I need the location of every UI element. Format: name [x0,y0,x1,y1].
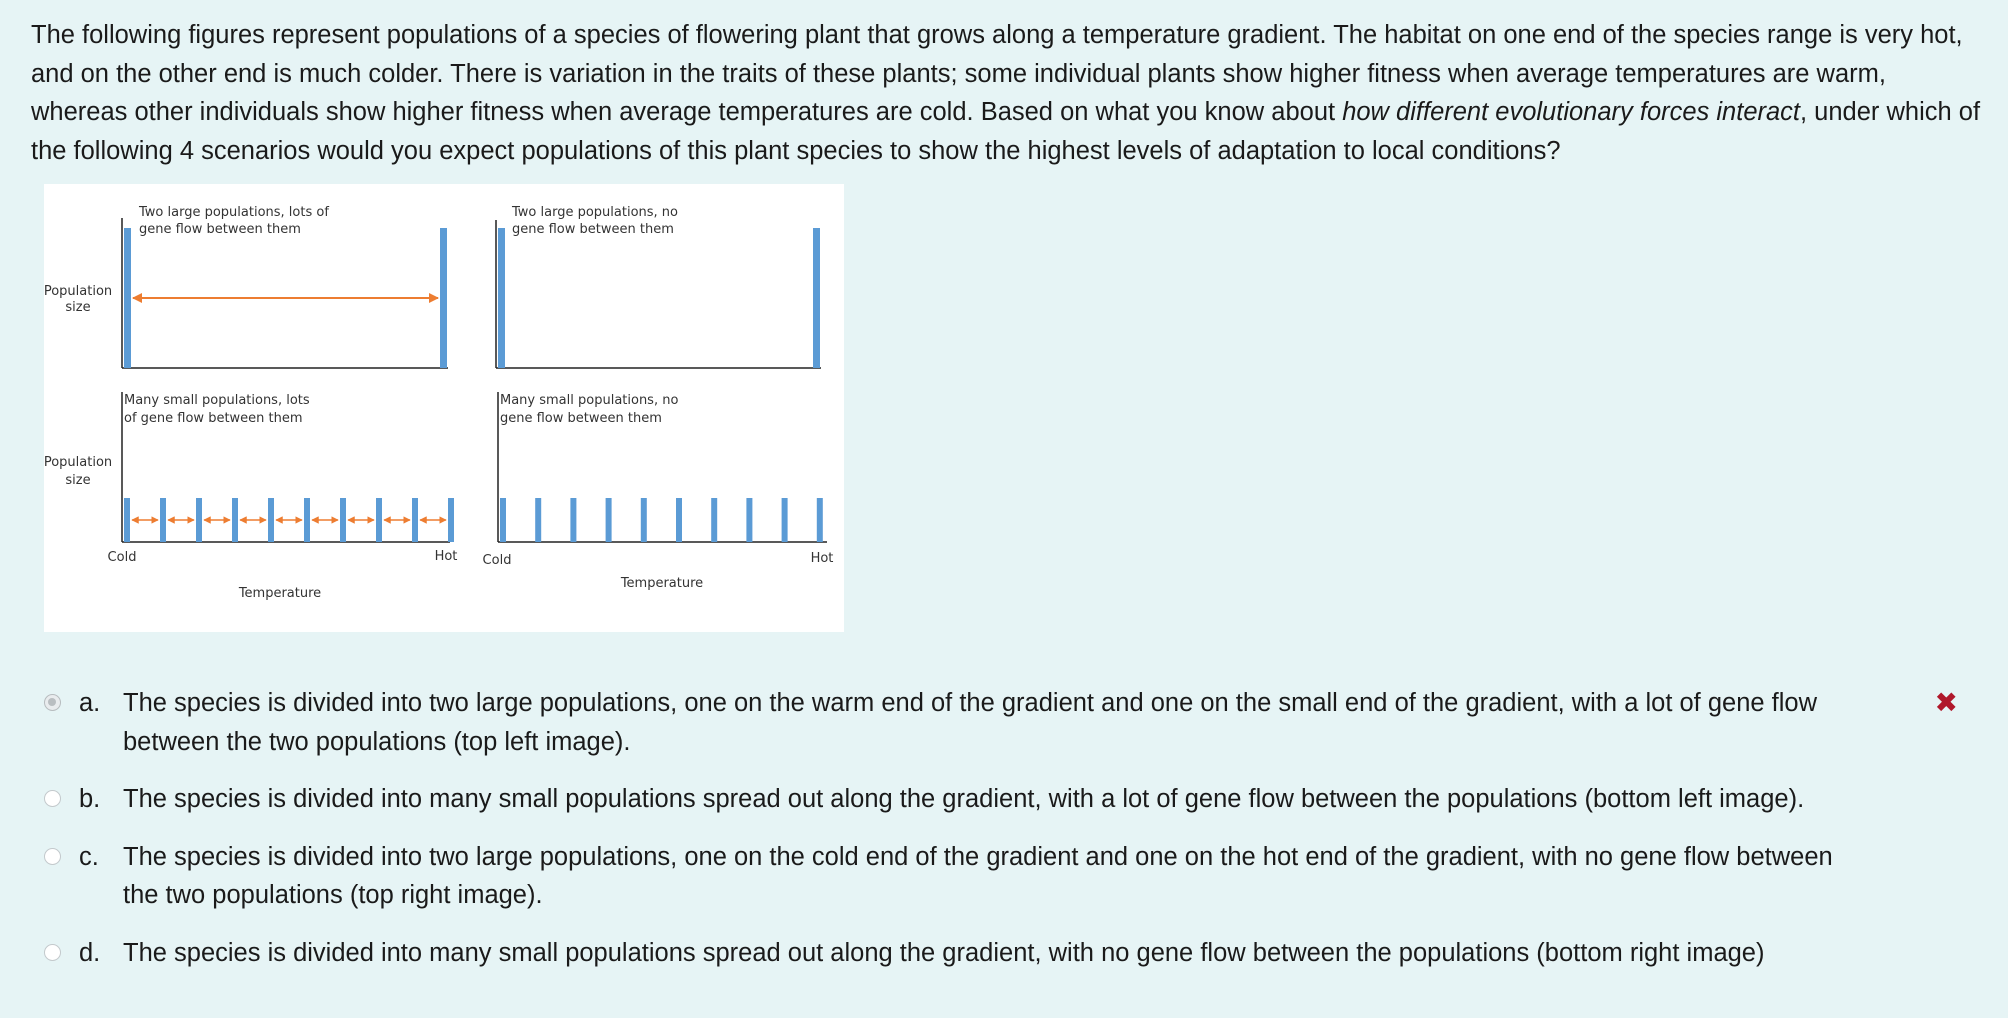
hot-label: Hot [810,551,834,566]
panel-title-line1: Many small populations, no [500,393,679,408]
hot-label: Hot [434,549,458,564]
answer-option-c[interactable] [44,838,1974,915]
small-population-bar [124,498,130,542]
small-population-bar [412,498,418,542]
option-letter: c. [79,842,99,871]
option-text: The species is divided into two large populations, one on the warm end of the gradient and one on the small end of the gradient, with a lot of gene flow between the two populations (top left image). [123,689,1817,756]
small-population-bar [448,498,454,542]
small-population-bar [535,498,541,542]
answer-option-b[interactable] [44,780,1974,819]
radio-option-d[interactable] [44,944,61,961]
panel-title-line2: of gene flow between them [124,411,303,426]
answer-options [44,684,1974,991]
option-text: The species is divided into many small populations spread out along the gradient, with a lot of gene flow between the populations (bottom left image). [123,785,1805,813]
radio-option-c[interactable] [44,848,61,865]
small-population-bar [570,498,576,542]
panel-title-line2: gene flow between them [139,222,301,237]
panel-title-line2: gene flow between them [500,411,662,426]
small-population-bar [376,498,382,542]
small-population-bar [817,498,823,542]
panel-top-left [122,205,448,368]
option-letter: b. [79,785,101,813]
incorrect-icon: ✖ [1934,687,1958,718]
small-population-bar [606,498,612,542]
ylabel-top-line1: Population [44,284,113,299]
small-population-bar [232,498,238,542]
panel-bottom-right [483,392,834,591]
figure-svg [44,184,844,632]
question-text-end: , under which of the following 4 scenarios would you expect populations of this plant species to show the highest levels of adaptation to local conditions? [31,98,1981,165]
population-bar-cold [498,228,505,368]
temperature-label: Temperature [238,586,322,601]
small-population-bar [268,498,274,542]
small-population-bar [782,498,788,542]
small-population-bars [500,498,823,542]
population-bar-hot [440,228,447,368]
small-population-bar [676,498,682,542]
panel-title-line1: Many small populations, lots [124,393,310,408]
cold-label: Cold [107,550,137,565]
radio-option-a[interactable] [44,694,61,711]
option-text: The species is divided into two large populations, one on the cold end of the gradient and one on the hot end of the gradient, with no gene flow between the two populations (top right image). [123,842,1833,909]
small-population-bar [641,498,647,542]
answer-option-a[interactable] [44,684,1974,761]
population-bar-hot [813,228,820,368]
option-letter: d. [79,938,101,967]
small-population-bar [500,498,506,542]
question-text [31,16,1981,170]
small-population-bar [196,498,202,542]
question-text-start: The following figures represent populations of a species of flowering plant that grows along a temperature gradient. The habitat on one end of the species range is very hot, and on the other end is much colder. There is variation in the traits of these plants; some individual plants show higher fitness when average temperatures are warm, whereas other individuals show higher fitness when average temperatures are cold. Based on what you know about [31,21,1963,126]
radio-option-b[interactable] [44,790,61,807]
small-population-bar [340,498,346,542]
panel-title-line1: Two large populations, no [512,205,678,220]
option-text: The species is divided into many small populations spread out along the gradient, with no gene flow between the populations (bottom right image) [123,938,1765,967]
panel-title-line1: Two large populations, lots of [139,205,329,220]
ylabel-bottom-line2: size [65,473,91,488]
ylabel-top-line2: size [65,300,91,315]
panel-title-line2: gene flow between them [512,222,674,237]
population-bar-cold [124,228,131,368]
small-population-bar [711,498,717,542]
cold-label: Cold [482,553,512,568]
option-letter: a. [79,689,101,717]
small-population-bars [124,498,454,542]
temperature-label: Temperature [620,576,704,591]
small-population-bar [304,498,310,542]
answer-option-d[interactable] [44,934,1974,973]
population-figure [44,184,844,632]
small-population-bar [160,498,166,542]
ylabel-bottom-line1: Population [44,455,113,470]
question-emphasis: how different evolutionary forces interact [1342,98,1801,126]
panel-bottom-left [108,392,458,601]
small-population-bar [746,498,752,542]
panel-top-right [496,205,821,368]
